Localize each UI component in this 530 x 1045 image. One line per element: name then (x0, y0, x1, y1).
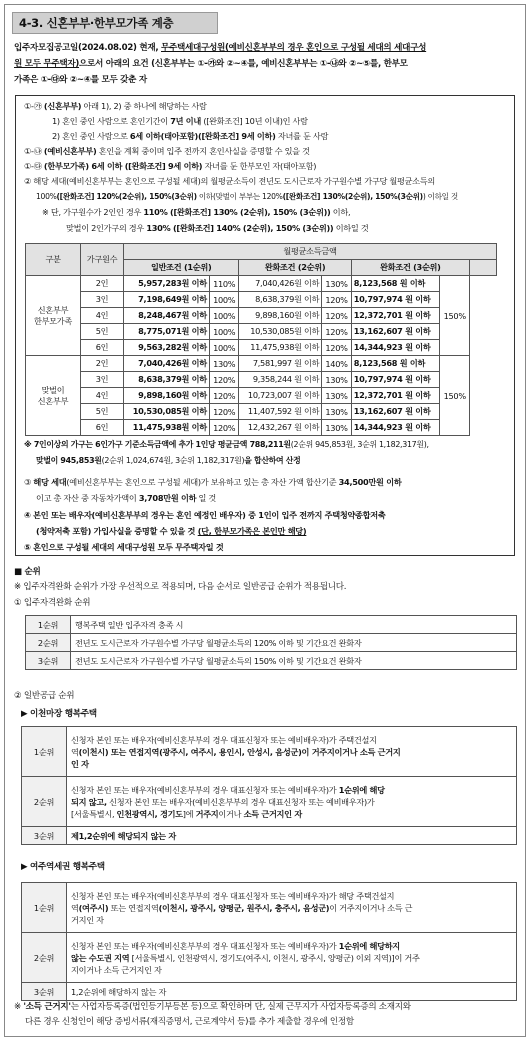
income-cell-n: 6인 (81, 420, 124, 436)
relax-text: 전년도 도시근로자 가구원수별 가구당 월평균소득의 150% 이하 및 기간요건 완화자 (71, 652, 517, 670)
income-cell-b: 10,723,007 원 이하 (239, 388, 322, 404)
triangle-bullet-icon: ▶ (21, 862, 28, 872)
income-cell-bp: 130% (322, 420, 352, 436)
req-asset-1: ③ 해당 세대(예비신혼부부는 혼인으로 구성될 세대)가 보유하고 있는 총 자산 가액 합산기준 34,500만원 이하 (24, 477, 402, 487)
yeoju-rank-2-text: 신청자 본인 또는 배우자(예비신혼부부의 경우 대표신청자 또는 예비배우자)가 1순위에 해당하지 않는 수도권 지역 [서울특별시, 인천광역시, 경기도(여주시, 이천시, 광주시, 양평군) 이외 지역)]이 거주 지이거나 소득 근거지인 자 (67, 933, 517, 983)
income-row (26, 420, 497, 436)
req-income-1: ② 해당 세대(예비신혼부부는 혼인으로 구성될 세대)의 월평균소득이 전년도 도시근로자 가구원수별 가구당 월평균소득의 (24, 176, 436, 186)
relax-order-heading: ① 입주자격완화 순위 (14, 598, 91, 608)
income-cell-ap: 100% (209, 324, 239, 340)
income-cell-bp: 120% (322, 292, 352, 308)
income-cell-c: 8,123,568 원 이하 (351, 356, 440, 372)
intro-line-2: 원 모두 무주택자)으로서 아래의 요건 (신혼부부는 ①-㉮와 ②~④를, 예비신혼부부는 ①-㉯와 ②~⑤를, 한부모 (14, 59, 408, 69)
income-cell-n: 3인 (81, 292, 124, 308)
income-cell-bp: 130% (322, 276, 352, 292)
th-relax3: 완화조건 (3순위) (351, 260, 469, 276)
income-cell-bp: 120% (322, 308, 352, 324)
income-cell-n: 2인 (81, 276, 124, 292)
income-cell-n: 5인 (81, 404, 124, 420)
income-cell-c: 14,344,923 원 이하 (351, 340, 440, 356)
req-income-4: 맞벌이 2인가구의 경우 130% ([완화조건] 140% (2순위), 150% (3순위)) 이하일 것 (66, 223, 369, 233)
yeoju-rank-3-text: 1,2순위에 해당하지 않는 자 (67, 983, 517, 1001)
income-row (26, 276, 497, 292)
income-cell-ap: 120% (209, 404, 239, 420)
income-cell-b: 9,898,160원 이하 (239, 308, 322, 324)
income-row (26, 356, 497, 372)
income-cell-a: 8,248,467원 이하 (124, 308, 210, 324)
order-title: ■ 순위 (14, 567, 41, 577)
income-cell-a: 8,638,379원 이하 (124, 372, 210, 388)
income-cell-b: 7,040,426원 이하 (239, 276, 322, 292)
th-income-title: 월평균소득금액 (124, 244, 497, 260)
relax-order-row (26, 634, 517, 652)
income-cell-c: 12,372,701 원 이하 (351, 308, 440, 324)
req-no-house: ⑤ 혼인으로 구성될 세대의 세대구성원 모두 무주택자일 것 (24, 542, 224, 552)
icheon-order-table (21, 726, 517, 845)
income-cell-ap: 100% (209, 292, 239, 308)
income-cell-c: 10,797,974 원 이하 (351, 372, 440, 388)
income-row (26, 292, 497, 308)
rank-2: 2순위 (22, 777, 67, 827)
income-cell-a: 7,040,426원 이하 (124, 356, 210, 372)
req-newlywed-1: 1) 혼인 중인 사람으로 혼인기간이 7년 이내 ([완화조건] 10년 이내)인 사람 (52, 116, 308, 126)
relax-rank: 1순위 (26, 616, 71, 634)
th-relax2: 완화조건 (2순위) (239, 260, 351, 276)
income-cell-b: 9,358,244 원 이하 (239, 372, 322, 388)
income-group-label: 신혼부부 한부모가족 (26, 276, 81, 356)
income-cell-n: 6인 (81, 340, 124, 356)
income-cell-b: 10,530,085원 이하 (239, 324, 322, 340)
income-row (26, 340, 497, 356)
income-cell-bp: 130% (322, 372, 352, 388)
income-cell-a: 5,957,283원 이하 (124, 276, 210, 292)
relax-order-table (25, 615, 517, 670)
income-cell-n: 4인 (81, 388, 124, 404)
income-row (26, 372, 497, 388)
income-cell-b: 11,407,592 원 이하 (239, 404, 322, 420)
general-order-heading: ② 일반공급 순위 (14, 691, 75, 701)
income-cell-n: 4인 (81, 308, 124, 324)
income-third-pct: 150% (440, 276, 470, 356)
income-cell-bp: 130% (322, 388, 352, 404)
rank-2: 2순위 (22, 933, 67, 983)
income-cell-ap: 120% (209, 420, 239, 436)
income-cell-c: 10,797,974 원 이하 (351, 292, 440, 308)
footnote-line-2: 다른 경우 신청인이 해당 증빙서류(재직증명서, 근로계약서 등)를 추가 제출할 경우에 인정함 (25, 1017, 354, 1027)
yeoju-order-table (21, 882, 517, 1001)
income-cell-a: 9,898,160원 이하 (124, 388, 210, 404)
req-singleparent: ①-㉰ (한부모가족) 6세 이하 ([완화조건] 9세 이하) 자녀를 둔 한부모인 자(태아포함) (24, 161, 317, 171)
yeoju-rank-1-text: 신청자 본인 또는 배우자(예비신혼부부의 경우 대표신청자 또는 예비배우자)가 해당 주택건설지 역(여주시) 또는 연접지역(이천시, 광주시, 양평군, 원주시, 충주시, 음성군)이 거주지이거나 소득 근 거지인 자 (67, 883, 517, 933)
req-newlywed-2: 2) 혼인 중인 사람으로 6세 이하(태아포함)([완화조건] 9세 이하) 자녀를 둔 사람 (52, 131, 329, 141)
relax-order-row (26, 652, 517, 670)
income-cell-c: 13,162,607 원 이하 (351, 404, 440, 420)
income-row (26, 308, 497, 324)
order-note: ※ 입주자격완화 순위가 가장 우선적으로 적용되며, 다음 순서로 일반공급 순위가 적용됩니다. (14, 582, 347, 592)
income-group-label: 맞벌이 신혼부부 (26, 356, 81, 436)
req-savings-2: (청약저축 포함) 가입사실을 증명할 수 있을 것 (단, 한부모가족은 본인만 해당) (36, 526, 307, 536)
income-cell-ap: 120% (209, 372, 239, 388)
req-income-3: ※ 단, 가구원수가 2인인 경우 110% ([완화조건] 130% (2순위), 150% (3순위)) 이하, (42, 207, 351, 217)
relax-text: 전년도 도시근로자 가구원수별 가구당 월평균소득의 120% 이하 및 기간요건 완화자 (71, 634, 517, 652)
rank-1: 1순위 (22, 883, 67, 933)
relax-rank: 3순위 (26, 652, 71, 670)
req-newlywed-head: ①-㉮ (신혼부부) 아래 1), 2) 중 하나에 해당하는 사람 (24, 101, 207, 111)
income-cell-c: 8,123,568 원 이하 (351, 276, 440, 292)
income-cell-b: 12,432,267 원 이하 (239, 420, 322, 436)
income-row (26, 404, 497, 420)
income-cell-c: 14,344,923 원 이하 (351, 420, 440, 436)
income-cell-b: 11,475,938원 이하 (239, 340, 322, 356)
yeoju-heading: ▶ 여주역세권 행복주택 (21, 862, 105, 872)
rank-3: 3순위 (22, 827, 67, 845)
icheon-rank-3-text: 제1,2순위에 해당되지 않는 자 (67, 827, 517, 845)
income-third-pct: 150% (440, 356, 470, 436)
income-table (25, 243, 497, 436)
rank-1: 1순위 (22, 727, 67, 777)
income-cell-n: 3인 (81, 372, 124, 388)
triangle-bullet-icon: ▶ (21, 709, 28, 719)
relax-order-row (26, 616, 517, 634)
income-cell-b: 8,638,379원 이하 (239, 292, 322, 308)
relax-text: 행복주택 일반 입주자격 충족 시 (71, 616, 517, 634)
income-cell-bp: 130% (322, 404, 352, 420)
income-cell-bp: 120% (322, 340, 352, 356)
income-cell-ap: 120% (209, 388, 239, 404)
section-title: 4-3. 신혼부부·한부모가족 계층 (12, 12, 218, 34)
req-prenewlywed: ①-㉯ (예비신혼부부) 혼인을 계획 중이며 입주 전까지 혼인사실을 증명할 수 있을 것 (24, 146, 310, 156)
rank-3: 3순위 (22, 983, 67, 1001)
note-7-person-1: ※ 7인이상의 가구는 6인가구 기준소득금액에 추가 1인당 평균금액 788,211원(2순위 945,853원, 3순위 1,182,317원), (24, 440, 429, 449)
th-general: 일반조건 (1순위) (124, 260, 239, 276)
income-cell-bp: 140% (322, 356, 352, 372)
income-cell-bp: 120% (322, 324, 352, 340)
note-7-person-2: 맞벌이 945,853원(2순위 1,024,674원, 3순위 1,182,317원)을 합산하여 산정 (36, 456, 301, 465)
income-cell-ap: 110% (209, 276, 239, 292)
income-cell-c: 12,372,701 원 이하 (351, 388, 440, 404)
th-group: 구분 (26, 244, 81, 276)
income-cell-a: 8,775,071원 이하 (124, 324, 210, 340)
th-members: 가구원수 (81, 244, 124, 276)
income-row (26, 388, 497, 404)
income-row (26, 324, 497, 340)
document-page (4, 4, 526, 1037)
income-cell-ap: 130% (209, 356, 239, 372)
icheon-rank-1-text: 신청자 본인 또는 배우자(예비신혼부부의 경우 대표신청자 또는 예비배우자)가 주택건설지 역(이천시) 또는 연접지역(광주시, 여주시, 용인시, 안성시, 음성군)이 거주지이거나 소득 근거지 인 자 (67, 727, 517, 777)
income-cell-a: 11,475,938원 이하 (124, 420, 210, 436)
icheon-heading: ▶ 이천마장 행복주택 (21, 709, 97, 719)
income-cell-a: 7,198,649원 이하 (124, 292, 210, 308)
intro-line-1: 입주자모집공고일(2024.08.02) 현재, 무주택세대구성원(예비신혼부부의 경우 혼인으로 구성될 세대의 세대구성 (14, 43, 427, 53)
footnote-line-1: ※ '소득 근거지'는 사업자등록증(법인등기부등본 등)으로 확인하며 단, 실제 근무지가 사업자등록증의 소재지와 (14, 1002, 411, 1012)
income-cell-ap: 100% (209, 308, 239, 324)
income-cell-n: 5인 (81, 324, 124, 340)
income-cell-a: 9,563,282원 이하 (124, 340, 210, 356)
income-cell-c: 13,162,607 원 이하 (351, 324, 440, 340)
income-cell-a: 10,530,085원 이하 (124, 404, 210, 420)
icheon-rank-2-text: 신청자 본인 또는 배우자(예비신혼부부의 경우 대표신청자 또는 예비배우자)가 1순위에 해당 되지 않고, 신청자 본인 또는 배우자(예비신혼부부의 경우 대표신청자 또는 예비배우자)가 [서울특별시, 인천광역시, 경기도]에 거주지이거나 소득 근거지인 자 (67, 777, 517, 827)
intro-line-3: 가족은 ①-㉰와 ②~④를 모두 갖춘 자 (14, 75, 147, 85)
req-asset-2: 이고 총 자산 중 자동차가액이 3,708만원 이하 일 것 (36, 493, 217, 503)
income-cell-n: 2인 (81, 356, 124, 372)
relax-rank: 2순위 (26, 634, 71, 652)
income-cell-b: 7,581,997 원 이하 (239, 356, 322, 372)
req-savings-1: ④ 본인 또는 배우자(예비신혼부부의 경우는 혼인 예정인 배우자) 중 1인이 입주 전까지 주택청약종합저축 (24, 510, 386, 520)
income-cell-ap: 100% (209, 340, 239, 356)
req-income-2: 100%([완화조건] 120%(2순위), 150%(3순위) 이하(맞벌이 부부는 120%([완화조건] 130%(2순위), 150%(3순위)) 이하일 것 (36, 192, 458, 201)
